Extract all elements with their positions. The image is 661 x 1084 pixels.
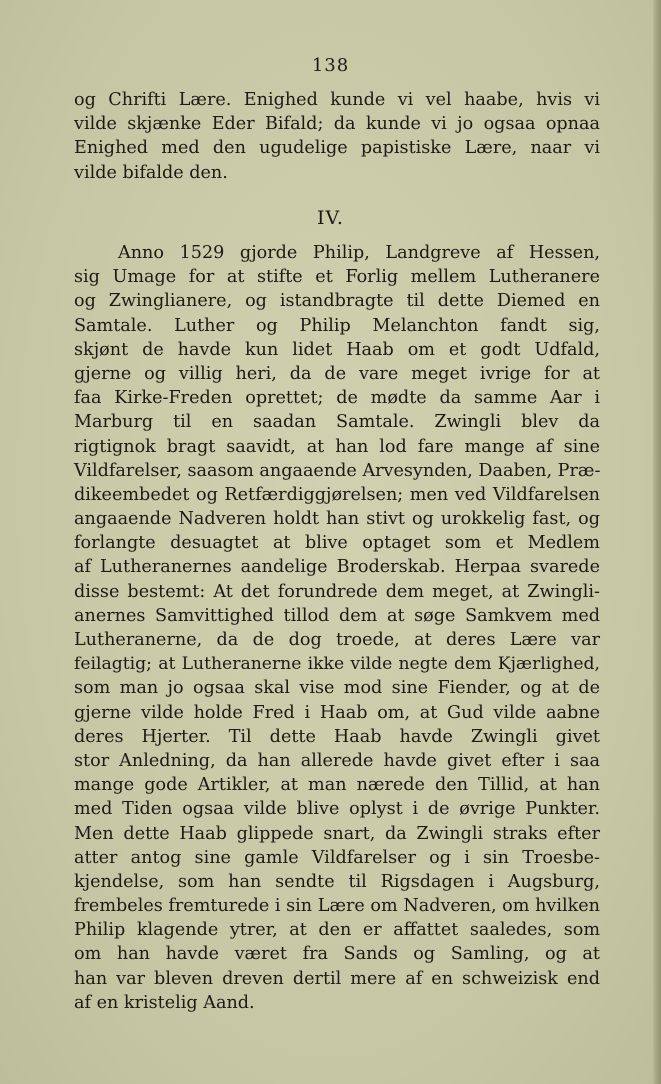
text-line: af Lutheranernes aandelige Broderskab. Herpaa svarede <box>74 557 600 578</box>
text-line: vilde skjænke Eder Bifald; da kunde vi jo ogsaa opnaa <box>74 114 600 135</box>
text-line: skjønt de havde kun lidet Haab om et godt Udfald, <box>74 339 600 360</box>
text-line: som man jo ogsaa skal vise mod sine Fiender, og at de <box>74 678 600 699</box>
text-line: deres Hjerter. Til dette Haab havde Zwingli givet <box>74 726 600 747</box>
text-line: Enighed med den ugudelige papistiske Lære, naar vi <box>74 138 600 159</box>
text-line: stor Anledning, da han allerede havde givet efter i saa <box>74 750 600 771</box>
text-line: forlangte desuagtet at blive optaget som et Medlem <box>74 533 600 554</box>
text-line: Men dette Haab glippede snart, da Zwingli straks efter <box>74 823 600 844</box>
text-line: sig Umage for at stifte et Forlig mellem Lutheranere <box>74 267 600 288</box>
section-heading: IV. <box>317 207 344 229</box>
text-line: og Chrifti Lære. Enighed kunde vi vel haabe, hvis vi <box>74 90 600 110</box>
text-line: rigtignok bragt saavidt, at han lod fare mange af sine <box>74 436 600 457</box>
text-line: atter antog sine gamle Vildfarelser og i sin Troesbe- <box>74 847 600 868</box>
text-line: kjendelse, som han sendte til Rigsdagen i Augsburg, <box>74 871 600 892</box>
page-edge-shadow <box>653 0 661 1084</box>
text-line: angaaende Nadveren holdt han stivt og urokkelig fast, og <box>74 509 600 530</box>
text-line: gjerne og villig heri, da de vare meget ivrige for at <box>74 363 600 384</box>
text-line: vilde bifalde den. <box>74 162 228 183</box>
text-line: dikeembedet og Retfærdiggjørelsen; men ved Vildfarelsen <box>74 484 600 505</box>
text-line: med Tiden ogsaa vilde blive oplyst i de øvrige Punkter. <box>74 799 600 820</box>
text-line: faa Kirke-Freden oprettet; de mødte da samme Aar i <box>74 388 600 409</box>
section-paragraph <box>74 241 600 1015</box>
text-line: feilagtig; at Lutheranerne ikke vilde negte dem Kjærlighed, <box>74 654 600 675</box>
text-line: mange gode Artikler, at man nærede den Tillid, at han <box>74 775 600 796</box>
text-line: af en kristelig Aand. <box>74 992 255 1013</box>
text-line: han var bleven dreven dertil mere af en schweizisk end <box>74 968 600 989</box>
intro-paragraph <box>74 88 600 185</box>
text-line: Anno 1529 gjorde Philip, Landgreve af Hessen, <box>118 243 600 263</box>
text-line: Lutheranerne, da de dog troede, at deres Lære var <box>74 630 600 650</box>
text-line: om han havde været fra Sands og Samling, og at <box>74 944 600 965</box>
text-line: gjerne vilde holde Fred i Haab om, at Gud vilde aabne <box>74 702 600 723</box>
text-line: disse bestemt: At det forundrede dem meget, at Zwingli- <box>74 581 600 602</box>
text-line: og Zwinglianere, og istandbragte til dette Diemed en <box>74 291 600 312</box>
text-line: Vildfarelser, saasom angaaende Arvesynden, Daaben, Præ- <box>74 460 601 481</box>
text-line: frembeles fremturede i sin Lære om Nadveren, om hvilken <box>74 896 600 917</box>
text-line: Philip klagende ytrer, at den er affattet saaledes, som <box>74 920 600 941</box>
text-line: Marburg til en saadan Samtale. Zwingli blev da <box>74 412 600 433</box>
text-line: Samtale. Luther og Philip Melanchton fandt sig, <box>74 315 600 336</box>
page-number: 138 <box>311 55 350 76</box>
text-line: anernes Samvittighed tillod dem at søge Samkvem med <box>74 605 600 626</box>
